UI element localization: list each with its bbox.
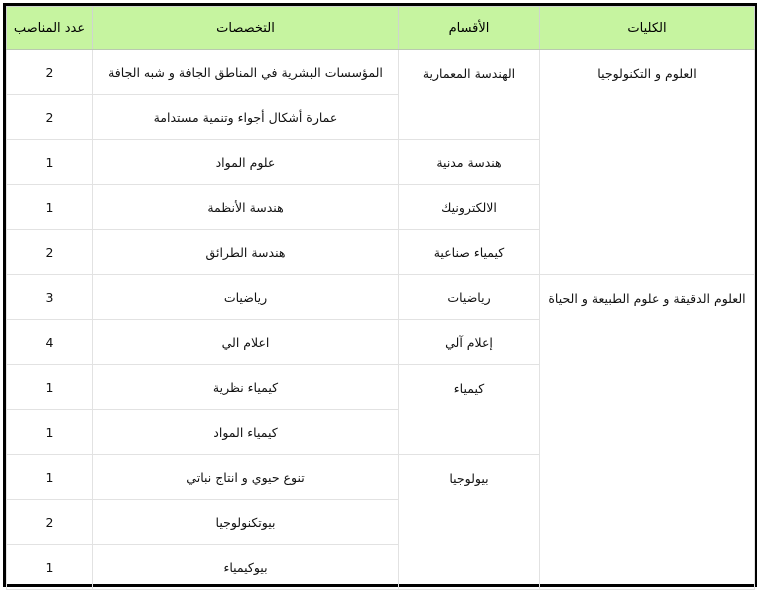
department-cell: إعلام آلي (399, 320, 540, 365)
positions-count-cell: 4 (7, 320, 93, 365)
faculty-cell: العلوم و التكنولوجيا (540, 50, 755, 275)
faculty-cell: العلوم الدقيقة و علوم الطبيعة و الحياة (540, 275, 755, 590)
department-cell: الهندسة المعمارية (399, 50, 540, 140)
positions-count-cell: 1 (7, 455, 93, 500)
specialty-cell: بيوكيمياء (93, 545, 399, 590)
department-cell: الالكترونيك (399, 185, 540, 230)
department-cell: بيولوجيا (399, 455, 540, 590)
specialty-cell: كيمياء نظرية (93, 365, 399, 410)
header-positions: عدد المناصب (7, 7, 93, 50)
header-departments: الأقسام (399, 7, 540, 50)
department-cell: كيمياء (399, 365, 540, 455)
specialty-cell: هندسة الطرائق (93, 230, 399, 275)
positions-count-cell: 2 (7, 230, 93, 275)
header-specialties: التخصصات (93, 7, 399, 50)
specialty-cell: تنوع حيوي و انتاج نباتي (93, 455, 399, 500)
specialty-cell: عمارة أشكال أجواء وتنمية مستدامة (93, 95, 399, 140)
specialty-cell: كيمياء المواد (93, 410, 399, 455)
positions-count-cell: 1 (7, 410, 93, 455)
positions-table (6, 6, 755, 590)
department-cell: كيمياء صناعية (399, 230, 540, 275)
positions-count-cell: 2 (7, 95, 93, 140)
specialty-cell: هندسة الأنظمة (93, 185, 399, 230)
specialty-cell: اعلام الي (93, 320, 399, 365)
positions-count-cell: 2 (7, 50, 93, 95)
positions-count-cell: 3 (7, 275, 93, 320)
specialty-cell: علوم المواد (93, 140, 399, 185)
table-row (7, 50, 755, 95)
table-row (7, 275, 755, 320)
department-cell: هندسة مدنية (399, 140, 540, 185)
specialty-cell: رياضيات (93, 275, 399, 320)
positions-count-cell: 1 (7, 365, 93, 410)
positions-count-cell: 1 (7, 140, 93, 185)
table-header-row (7, 7, 755, 50)
header-faculties: الكليات (540, 7, 755, 50)
positions-count-cell: 1 (7, 545, 93, 590)
positions-count-cell: 2 (7, 500, 93, 545)
specialty-cell: المؤسسات البشرية في المناطق الجافة و شبه الجافة (93, 50, 399, 95)
department-cell: رياضيات (399, 275, 540, 320)
positions-count-cell: 1 (7, 185, 93, 230)
specialty-cell: بيوتكنولوجيا (93, 500, 399, 545)
table-frame (3, 3, 757, 587)
